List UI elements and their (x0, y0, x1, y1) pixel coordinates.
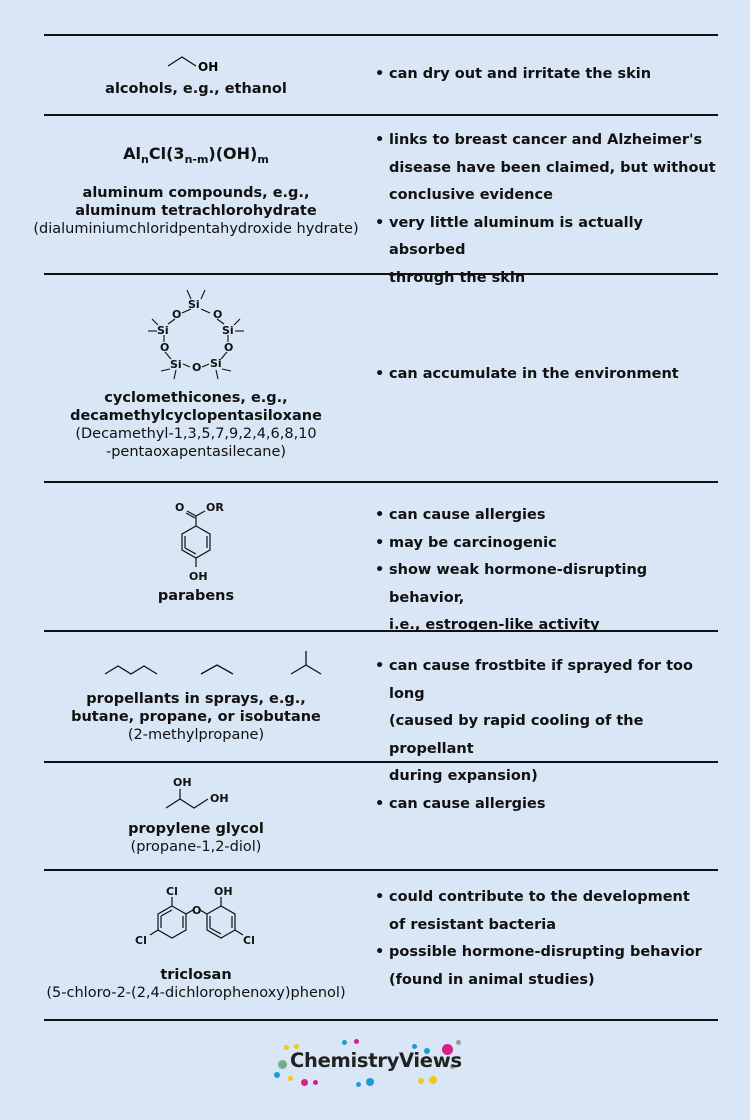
row-divider (44, 481, 718, 483)
aluminum-formula: $Al_nCl(3_{n-m})(OH)_m$ (123, 144, 269, 167)
row-divider (44, 869, 718, 871)
oh-label: OH (214, 885, 233, 898)
logo-dot (429, 1076, 437, 1084)
row-aluminum-left (20, 144, 372, 238)
o-label: O (224, 341, 234, 354)
paraben-structure (156, 496, 236, 584)
cl-label: Cl (243, 934, 255, 947)
logo-dot (278, 1060, 287, 1069)
effect-item: • possible hormone-disrupting behavior (found in animal studies) (375, 939, 720, 994)
logo-dot (313, 1080, 318, 1085)
siloxane-ring-structure (141, 287, 251, 383)
logo-dot (288, 1076, 293, 1081)
row-triclosan-effects (375, 884, 720, 994)
effect-item: • can dry out and irritate the skin (375, 61, 720, 89)
row-divider (44, 114, 718, 116)
iupac-name: (5-chloro-2-(2,4-dichlorophenoxy)phenol) (46, 985, 346, 1001)
si-label: Si (210, 357, 222, 370)
compound-name: parabens (157, 588, 235, 604)
effect-item: • may be carcinogenic (375, 530, 720, 558)
logo-dot (274, 1072, 280, 1078)
effect-item: • can cause allergies (375, 791, 720, 819)
butane-structure (105, 666, 157, 674)
cl-label: Cl (135, 934, 147, 947)
compound-name: triclosan (160, 967, 232, 983)
ethanol-oh-label: OH (198, 60, 219, 74)
compound-name: cyclomethicones, e.g., (104, 390, 288, 406)
row-ethanol-left (20, 48, 372, 98)
row-glycol-left (20, 774, 372, 856)
row-propellants-left (20, 650, 372, 744)
ethanol-structure (166, 48, 226, 76)
propylene-glycol-structure (156, 774, 236, 818)
oh-label: OH (210, 792, 229, 805)
row-divider (44, 34, 718, 36)
oh-label: OH (173, 776, 192, 789)
logo-dot (284, 1045, 289, 1050)
propellant-structures (51, 650, 341, 686)
compound-name: aluminum compounds, e.g., (82, 185, 310, 202)
logo-dot (366, 1078, 374, 1086)
compound-name: decamethylcyclopentasiloxane (70, 408, 322, 424)
logo-dot (456, 1040, 461, 1045)
o-label: O (160, 341, 170, 354)
logo-dot (356, 1082, 361, 1087)
compound-name: aluminum tetrachlorohydrate (75, 203, 317, 220)
compound-name: alcohols, e.g., ethanol (105, 81, 287, 97)
effect-item: • can cause allergies (375, 502, 720, 530)
compound-name: propellants in sprays, e.g., (86, 691, 306, 707)
iupac-name: -pentaoxapentasilecane) (105, 444, 287, 460)
chemistryviews-logo (270, 1036, 470, 1092)
compound-name: propylene glycol (128, 821, 264, 837)
row-cyclomethicone-effects (375, 361, 720, 389)
row-cyclomethicone-left (20, 287, 372, 461)
effect-item: • very little aluminum is actually absorbed through the skin (375, 210, 720, 293)
o-label: O (192, 904, 202, 917)
row-divider (44, 1019, 718, 1021)
o-label: O (192, 361, 202, 374)
row-triclosan-left (20, 884, 372, 1002)
compound-name: butane, propane, or isobutane (71, 709, 321, 725)
row-glycol-effects (375, 791, 720, 819)
iupac-name: (2-methylpropane) (127, 727, 265, 743)
logo-dot (354, 1039, 359, 1044)
row-propellants-effects (375, 653, 720, 791)
si-label: Si (170, 358, 182, 371)
iupac-name: (dialuminiumchloridpentahydroxide hydrate) (33, 221, 359, 238)
row-ethanol-effects (375, 61, 720, 89)
logo-text: ChemistryViews (290, 1049, 462, 1072)
iupac-name: (propane-1,2-diol) (130, 839, 262, 855)
si-label: Si (188, 298, 200, 311)
effect-item: • can cause frostbite if sprayed for too long (caused by rapid cooling of the propellant during expansion) (375, 653, 720, 791)
si-label: Si (222, 324, 234, 337)
effect-item: • links to breast cancer and Alzheimer's disease have been claimed, but without conclusive evidence (375, 127, 720, 210)
o-label: O (175, 501, 185, 514)
si-label: Si (157, 324, 169, 337)
row-parabens-left (20, 496, 372, 605)
o-label: O (172, 308, 182, 321)
o-label: O (213, 308, 223, 321)
effect-item: • can accumulate in the environment (375, 361, 720, 389)
or-label: OR (206, 501, 224, 514)
row-parabens-effects (375, 502, 720, 640)
row-aluminum-effects (375, 127, 720, 292)
logo-dot (418, 1078, 424, 1084)
effect-item: • show weak hormone-disrupting behavior, i.e., estrogen-like activity (375, 557, 720, 640)
propane-structure (201, 665, 233, 674)
iupac-name: (Decamethyl-1,3,5,7,9,2,4,6,8,10 (75, 426, 317, 442)
cl-label: Cl (166, 885, 178, 898)
effect-item: • could contribute to the development of resistant bacteria (375, 884, 720, 939)
oh-label: OH (189, 570, 208, 583)
triclosan-structure (116, 884, 276, 966)
isobutane-branch (291, 665, 321, 674)
logo-dot (342, 1040, 347, 1045)
logo-dot (301, 1079, 308, 1086)
